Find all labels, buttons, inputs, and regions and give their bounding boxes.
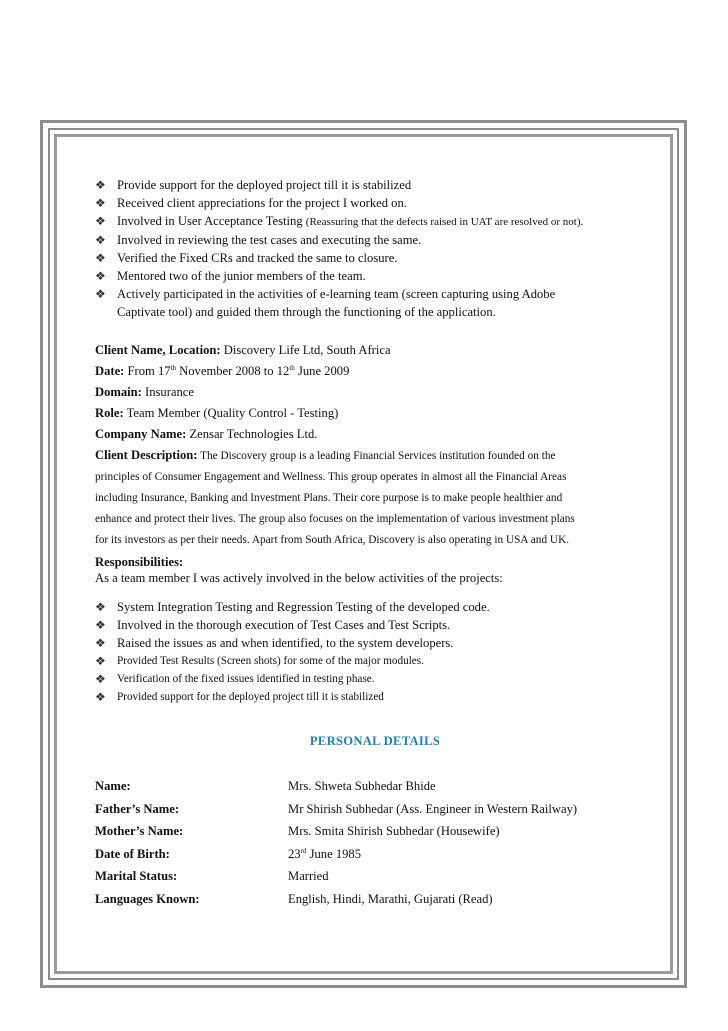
personal-row-mother: Mother’s Name: Mrs. Smita Shirish Subhedar (Housewife)	[95, 824, 500, 838]
diamond-bullet-icon: ❖	[95, 654, 106, 668]
list-item: ❖ Verified the Fixed CRs and tracked the same to closure.	[95, 251, 398, 265]
client-description-line: Client Description: The Discovery group is a leading Financial Services institution founded on the	[95, 448, 556, 462]
bullet-list-top	[95, 176, 655, 321]
date-line: Date: From 17th November 2008 to 12th June 2009	[95, 363, 350, 378]
list-item: ❖ Provided support for the deployed project till it is stabilized	[95, 690, 384, 704]
project-details	[95, 340, 655, 586]
domain-line: Domain: Insurance	[95, 385, 194, 399]
personal-row-marital: Marital Status: Married	[95, 869, 329, 883]
diamond-bullet-icon: ❖	[95, 690, 106, 704]
diamond-bullet-icon: ❖	[95, 618, 106, 632]
diamond-bullet-icon: ❖	[95, 269, 106, 283]
personal-row-name: Name: Mrs. Shweta Subhedar Bhide	[95, 779, 436, 793]
diamond-bullet-icon: ❖	[95, 672, 106, 686]
client-description-line: including Insurance, Banking and Investment Plans. Their core purpose is to make people healthier and	[95, 492, 563, 504]
resume-content	[95, 176, 655, 910]
client-description-line: principles of Consumer Engagement and Wellness. This group operates in almost all the Financial Areas	[95, 471, 567, 483]
list-item: ❖ Provide support for the deployed project till it is stabilized	[95, 178, 412, 192]
list-item: ❖ Raised the issues as and when identified, to the system developers.	[95, 636, 454, 650]
diamond-bullet-icon: ❖	[95, 233, 106, 247]
list-item: ❖ Verification of the fixed issues identified in testing phase.	[95, 672, 375, 686]
responsibilities-intro: As a team member I was actively involved in the below activities of the projects:	[95, 571, 503, 585]
diamond-bullet-icon: ❖	[95, 214, 106, 228]
personal-row-dob: Date of Birth: 23rd June 1985	[95, 846, 362, 861]
personal-details-table	[95, 775, 655, 910]
client-description-line: enhance and protect their lives. The group also focuses on the implementation of various investment plans	[95, 513, 575, 525]
diamond-bullet-icon: ❖	[95, 196, 106, 210]
list-item: ❖ System Integration Testing and Regression Testing of the developed code.	[95, 600, 490, 614]
diamond-bullet-icon: ❖	[95, 251, 106, 265]
client-description-line: for its investors as per their needs. Apart from South Africa, Discovery is also operating in USA and UK.	[95, 534, 570, 546]
diamond-bullet-icon: ❖	[95, 287, 106, 301]
bullet-list-responsibilities	[95, 598, 655, 706]
list-item: ❖ Involved in the thorough execution of Test Cases and Test Scripts.	[95, 618, 451, 632]
company-line: Company Name: Zensar Technologies Ltd.	[95, 427, 318, 441]
list-item: ❖ Involved in User Acceptance Testing (Reassuring that the defects raised in UAT are resolved or not).	[95, 214, 584, 228]
diamond-bullet-icon: ❖	[95, 600, 106, 614]
role-line: Role: Team Member (Quality Control - Testing)	[95, 406, 339, 420]
list-item: ❖ Actively participated in the activities of e-learning team (screen capturing using Adobe Captivate tool) and guided them through the functioning of the application.	[95, 287, 556, 319]
personal-row-father: Father’s Name: Mr Shirish Subhedar (Ass. Engineer in Western Railway)	[95, 801, 578, 816]
list-item: ❖ Provided Test Results (Screen shots) for some of the major modules.	[95, 654, 424, 668]
responsibilities-heading: Responsibilities:	[95, 555, 184, 569]
list-item: ❖ Received client appreciations for the project I worked on.	[95, 196, 407, 210]
list-item: ❖ Mentored two of the junior members of the team.	[95, 269, 366, 283]
personal-details-heading: PERSONAL DETAILS	[309, 734, 441, 748]
personal-row-languages: Languages Known: English, Hindi, Marathi, Gujarati (Read)	[95, 891, 493, 906]
diamond-bullet-icon: ❖	[95, 178, 106, 192]
client-name-line: Client Name, Location: Discovery Life Ltd, South Africa	[95, 343, 391, 357]
diamond-bullet-icon: ❖	[95, 636, 106, 650]
list-item: ❖ Involved in reviewing the test cases and executing the same.	[95, 233, 422, 247]
